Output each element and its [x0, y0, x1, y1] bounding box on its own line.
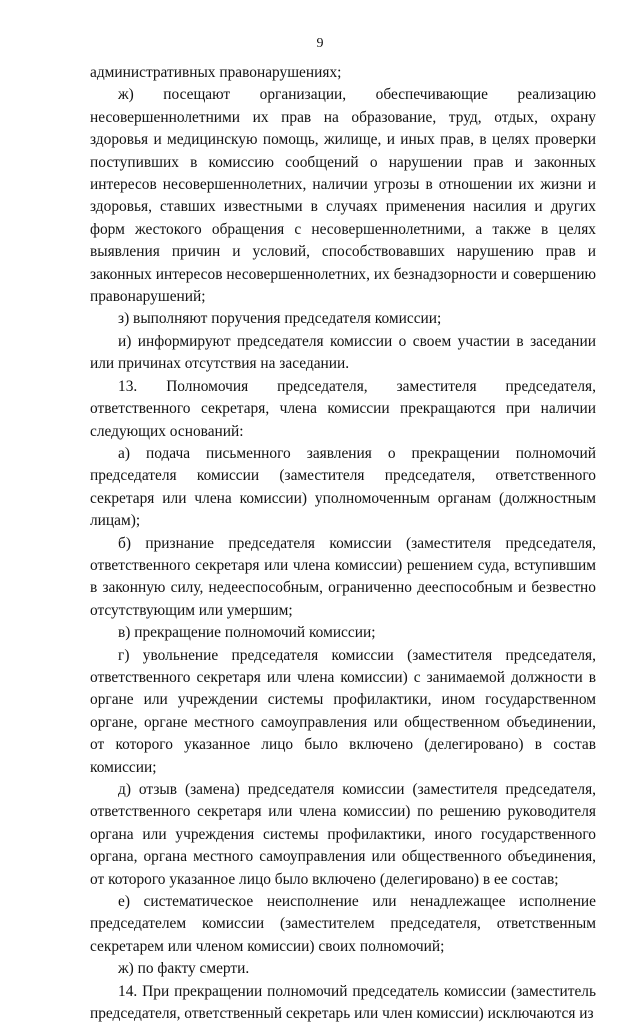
page-number: 9: [316, 36, 324, 51]
paragraph-item-g: г) увольнение председателя комиссии (заместителя председателя, ответственного секретаря или члена комиссии) с занимаемой должности в органе или учреждении системы профилактики, ином государственном органе, органе местного самоуправления или общественном объединении, от которого указанное лицо было включено (делегировано) в состав комиссии;: [90, 646, 596, 776]
paragraph-item-a: а) подача письменного заявления о прекращении полномочий председателя комиссии (заместителя председателя, ответственного секретаря или члена комиссии) уполномоченным органам (должностным лицам);: [90, 444, 596, 530]
paragraph-item-e: е) систематическое неисполнение или ненадлежащее исполнение председателем комиссии (заместителем председателя, ответственным секретарем или членом комиссии) своих полномочий;: [90, 893, 596, 955]
paragraph-item-zh-death: ж) по факту смерти.: [118, 960, 250, 978]
paragraph-item-v: в) прекращение полномочий комиссии;: [118, 624, 376, 642]
paragraph-item-i: и) информируют председателя комиссии о своем участии в заседании или причинах отсутствия на заседании.: [90, 332, 596, 373]
paragraph-continuation: административных правонарушениях;: [90, 64, 342, 81]
paragraph-item-b: б) признание председателя комиссии (заместителя председателя, ответственного секретаря или члена комиссии) решением суда, вступившим в законную силу, недееспособным, ограниченно дееспособным и безвестно отсутствующим или умершим;: [90, 534, 596, 619]
paragraph-section-13: 13. Полномочия председателя, заместителя председателя, ответственного секретаря, члена комиссии прекращаются при наличии следующих оснований:: [90, 377, 596, 440]
paragraph-item-zh: ж) посещают организации, обеспечивающие реализацию несовершеннолетними их прав на образование, труд, отдых, охрану здоровья и медицинскую помощь, жилище, и иных прав, в целях проверки поступивших в комиссию сообщений о нарушении прав и законных интересов несовершеннолетних, наличии угрозы в отношении их жизни и здоровья, ставших известными в случаях применения насилия и других форм жестокого обращения с несовершеннолетними, а также в целях выявления причин и условий, способствовавших нарушению прав и законных интересов несовершеннолетних, их безнадзорности и совершению правонарушений;: [90, 86, 596, 306]
paragraph-item-z: з) выполняют поручения председателя комиссии;: [118, 310, 442, 328]
paragraph-section-14: 14. При прекращении полномочий председатель комиссии (заместитель председателя, ответственный секретарь или член комиссии) исключаются из: [90, 982, 596, 1023]
document-body: [90, 62, 596, 1025]
paragraph-item-d: д) отзыв (замена) председателя комиссии (заместителя председателя, ответственного секретаря или члена комиссии) по решению руководителя органа или учреждения системы профилактики, иного государственного органа, органа местного самоуправления или общественного объединения, от которого указанное лицо было включено (делегировано) в ее состав;: [90, 781, 596, 888]
